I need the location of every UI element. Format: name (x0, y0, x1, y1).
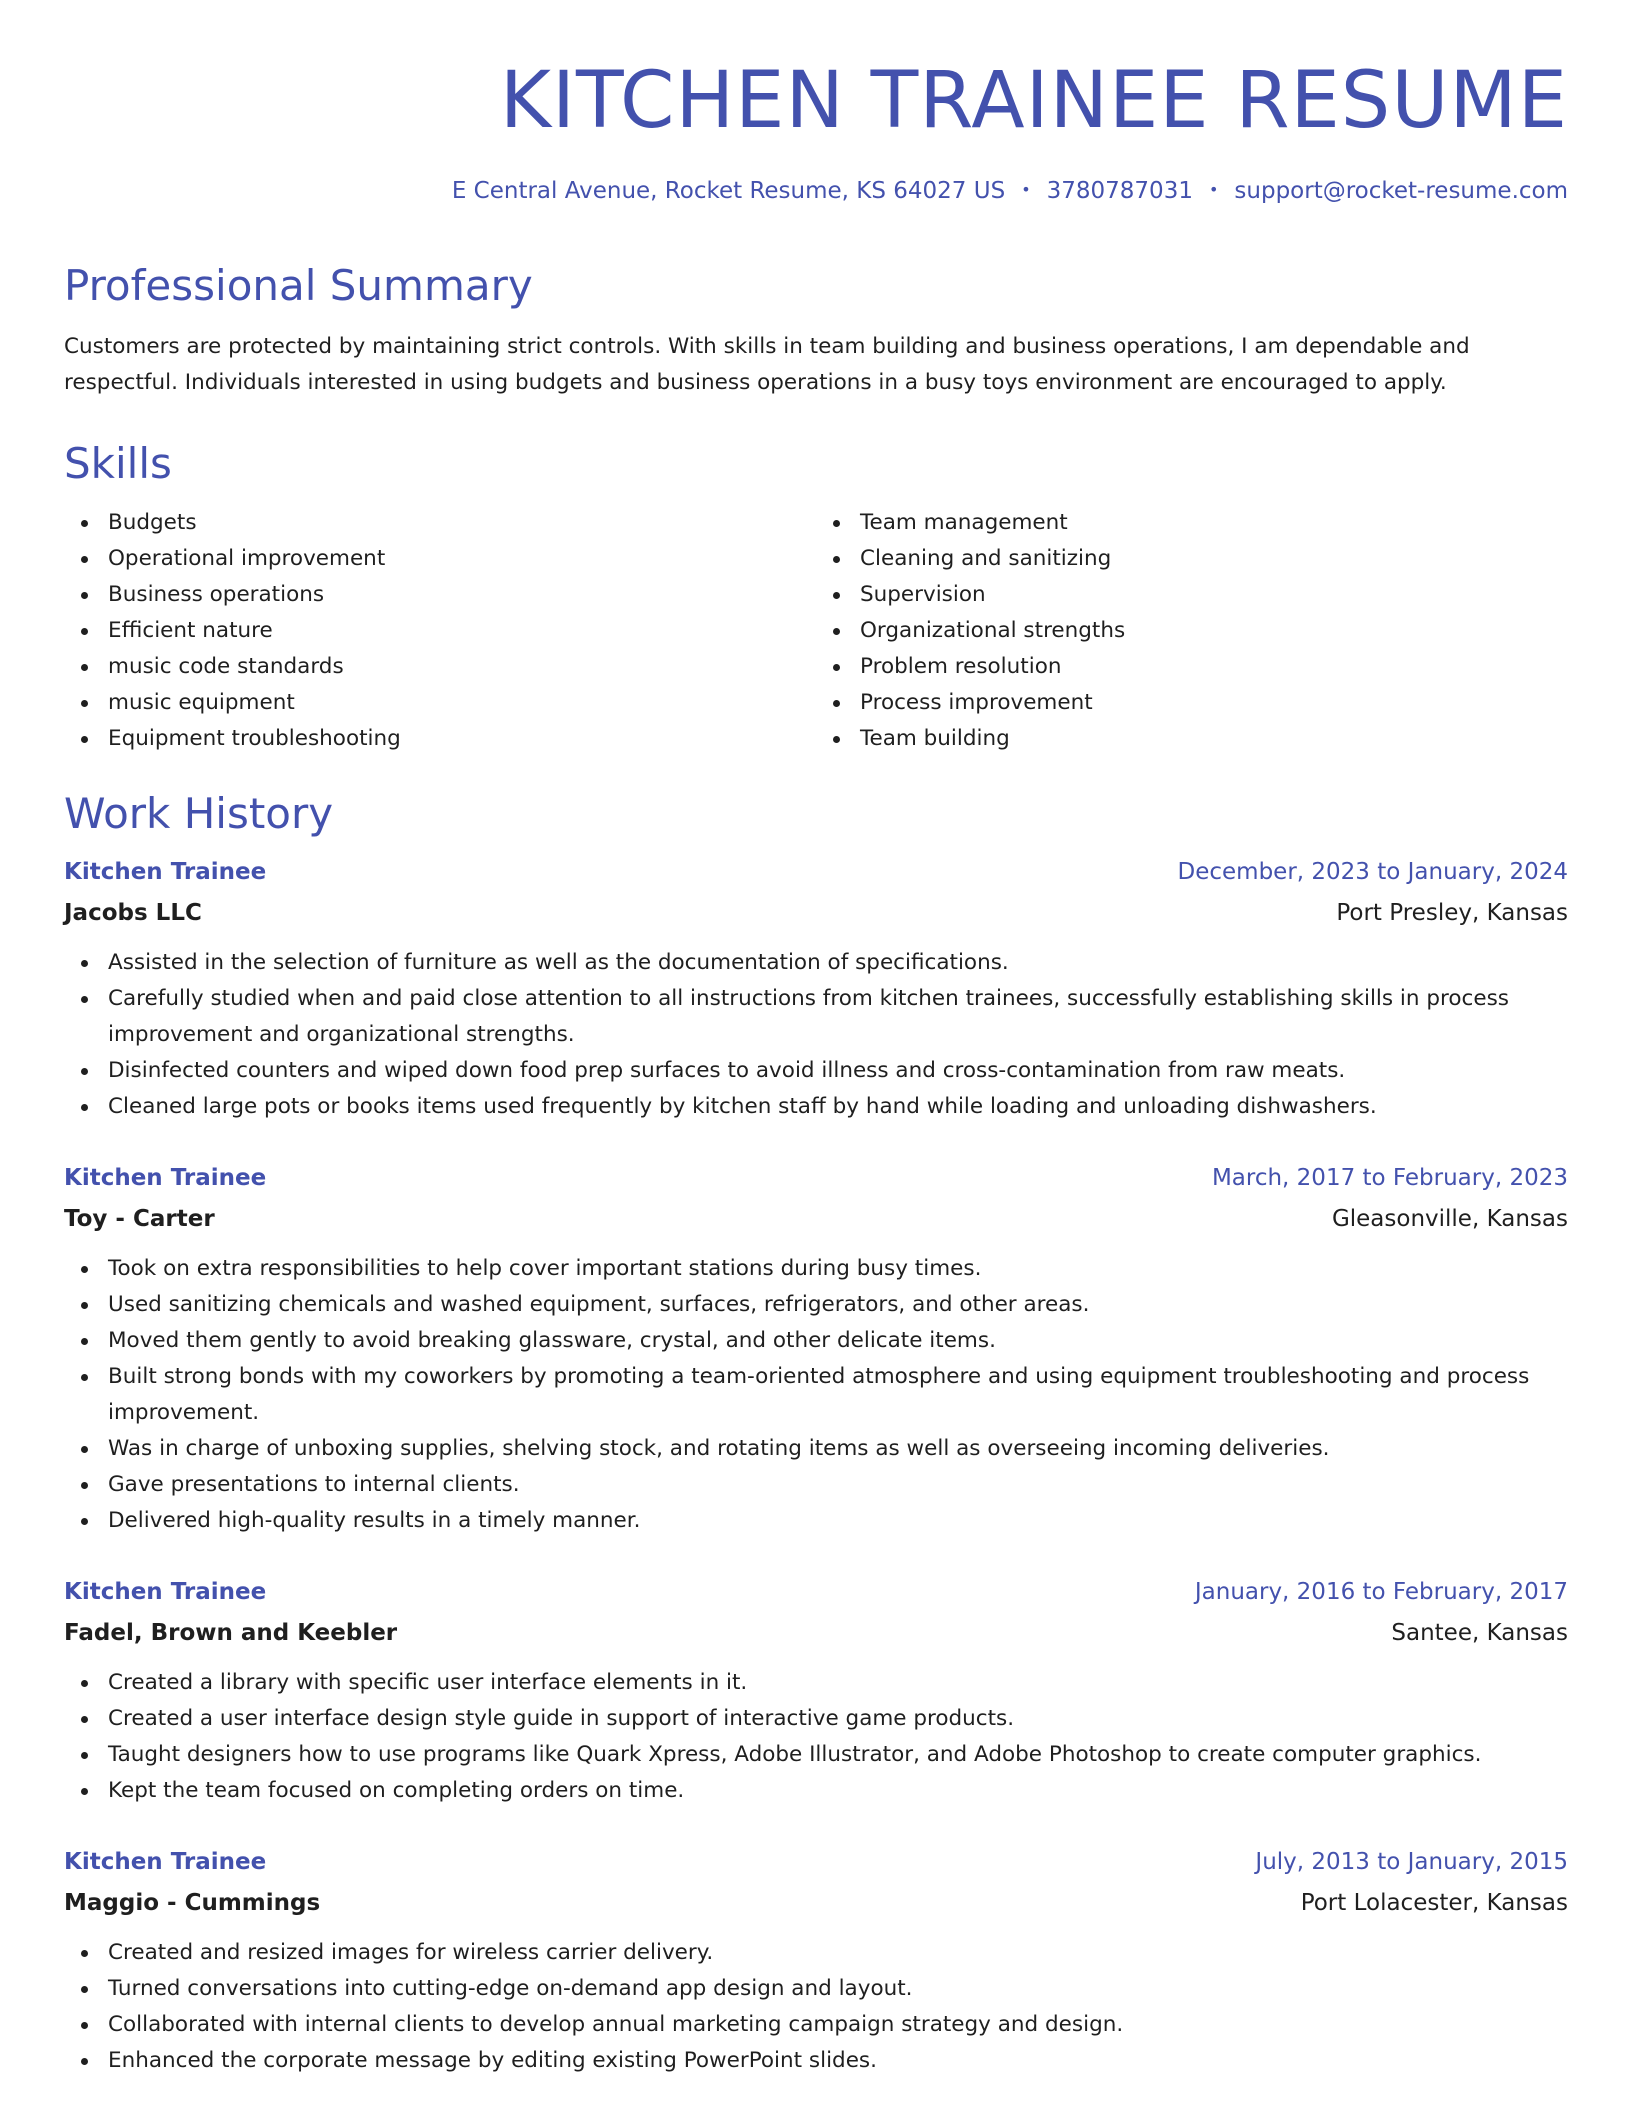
job-dates: July, 2013 to January, 2015 (1255, 1849, 1568, 1875)
job-bullet: Disinfected counters and wiped down food prep surfaces to avoid illness and cross-contamination from raw meats. (108, 1053, 1568, 1089)
skill-item: Problem resolution (860, 649, 1568, 685)
job-subheader (64, 1892, 1568, 1915)
skill-item: Business operations (108, 577, 816, 613)
skill-item: Equipment troubleshooting (108, 721, 816, 757)
job-bullet: Turned conversations into cutting-edge on-demand app design and layout. (108, 1971, 1568, 2007)
skill-item: Team management (860, 505, 1568, 541)
work-history-section (64, 789, 1568, 2079)
job-dates: January, 2016 to February, 2017 (1194, 1579, 1568, 1605)
job-dates: December, 2023 to January, 2024 (1177, 859, 1568, 885)
skill-item: Process improvement (860, 685, 1568, 721)
skill-item: Organizational strengths (860, 613, 1568, 649)
job-bullet: Collaborated with internal clients to develop annual marketing campaign strategy and design. (108, 2007, 1568, 2043)
job-bullet: Created a library with specific user interface elements in it. (108, 1665, 1568, 1701)
job-bullet: Carefully studied when and paid close attention to all instructions from kitchen trainees, successfully establishing skills in process improvement and organizational strengths. (108, 981, 1568, 1053)
job-title: Kitchen Trainee (64, 1579, 267, 1605)
contact-email[interactable]: support@rocket-resume.com (1234, 178, 1568, 204)
job-entry (64, 861, 1568, 1125)
job-subheader (64, 902, 1568, 925)
job-bullet: Created a user interface design style guide in support of interactive game products. (108, 1701, 1568, 1737)
skills-list-right (816, 505, 1568, 757)
skill-item: Supervision (860, 577, 1568, 613)
job-bullet: Created and resized images for wireless carrier delivery. (108, 1935, 1568, 1971)
job-dates: March, 2017 to February, 2023 (1211, 1165, 1568, 1191)
job-company: Maggio - Cummings (64, 1890, 321, 1916)
job-bullet: Delivered high-quality results in a timely manner. (108, 1503, 1568, 1539)
summary-heading: Professional Summary (64, 261, 533, 310)
job-bullet: Cleaned large pots or books items used frequently by kitchen staff by hand while loading and unloading dishwashers. (108, 1089, 1568, 1125)
job-bullet: Was in charge of unboxing supplies, shelving stock, and rotating items as well as overseeing incoming deliveries. (108, 1431, 1568, 1467)
job-bullet: Assisted in the selection of furniture as well as the documentation of specifications. (108, 945, 1568, 981)
job-bullets (64, 1665, 1568, 1809)
skill-item: Budgets (108, 505, 816, 541)
job-bullet: Kept the team focused on completing orders on time. (108, 1773, 1568, 1809)
contact-line (64, 180, 1568, 203)
contact-separator: • (1208, 180, 1219, 199)
job-bullet: Enhanced the corporate message by editing existing PowerPoint slides. (108, 2043, 1568, 2079)
summary-text: Customers are protected by maintaining strict controls. With skills in team building and business operations, I am dependable and respectful. Individuals interested in using budgets and business operations in a busy toys environment are encouraged to apply. (64, 334, 1470, 395)
job-title: Kitchen Trainee (64, 1849, 267, 1875)
job-location: Port Presley, Kansas (1336, 900, 1568, 926)
contact-phone: 3780787031 (1046, 178, 1193, 204)
skills-heading: Skills (64, 439, 172, 488)
work-history-heading: Work History (64, 789, 334, 838)
job-company: Toy - Carter (64, 1206, 215, 1232)
job-subheader (64, 1622, 1568, 1645)
job-subheader (64, 1208, 1568, 1231)
skill-item: music equipment (108, 685, 816, 721)
job-bullet: Gave presentations to internal clients. (108, 1467, 1568, 1503)
skill-item: Operational improvement (108, 541, 816, 577)
contact-address: E Central Avenue, Rocket Resume, KS 64027 US (451, 178, 1006, 204)
skills-list-left (64, 505, 816, 757)
job-location: Port Lolacester, Kansas (1300, 1890, 1568, 1916)
job-header (64, 1581, 1568, 1604)
job-entry (64, 1851, 1568, 2079)
skill-item: Cleaning and sanitizing (860, 541, 1568, 577)
job-header (64, 1851, 1568, 1874)
job-location: Gleasonville, Kansas (1331, 1206, 1568, 1232)
job-bullets (64, 945, 1568, 1125)
job-title: Kitchen Trainee (64, 1165, 267, 1191)
job-title: Kitchen Trainee (64, 859, 267, 885)
skills-columns (64, 505, 1568, 757)
job-entry (64, 1167, 1568, 1539)
job-entry (64, 1581, 1568, 1809)
job-bullet: Built strong bonds with my coworkers by promoting a team-oriented atmosphere and using equipment troubleshooting and process improvement. (108, 1359, 1568, 1431)
job-bullet: Moved them gently to avoid breaking glassware, crystal, and other delicate items. (108, 1323, 1568, 1359)
job-company: Fadel, Brown and Keebler (64, 1620, 398, 1646)
job-bullets (64, 1935, 1568, 2079)
job-location: Santee, Kansas (1391, 1620, 1568, 1646)
skill-item: Efficient nature (108, 613, 816, 649)
skill-item: Team building (860, 721, 1568, 757)
job-bullets (64, 1251, 1568, 1539)
contact-separator: • (1021, 180, 1031, 199)
skills-section (64, 439, 1568, 757)
job-company: Jacobs LLC (64, 900, 202, 926)
skill-item: music code standards (108, 649, 816, 685)
job-bullet: Took on extra responsibilities to help cover important stations during busy times. (108, 1251, 1568, 1287)
job-bullet: Used sanitizing chemicals and washed equipment, surfaces, refrigerators, and other areas. (108, 1287, 1568, 1323)
job-bullet: Taught designers how to use programs like Quark Xpress, Adobe Illustrator, and Adobe Photoshop to create computer graphics. (108, 1737, 1568, 1773)
summary-section (64, 261, 1568, 401)
job-header (64, 861, 1568, 884)
resume-title: KITCHEN TRAINEE RESUME (499, 56, 1568, 146)
job-header (64, 1167, 1568, 1190)
